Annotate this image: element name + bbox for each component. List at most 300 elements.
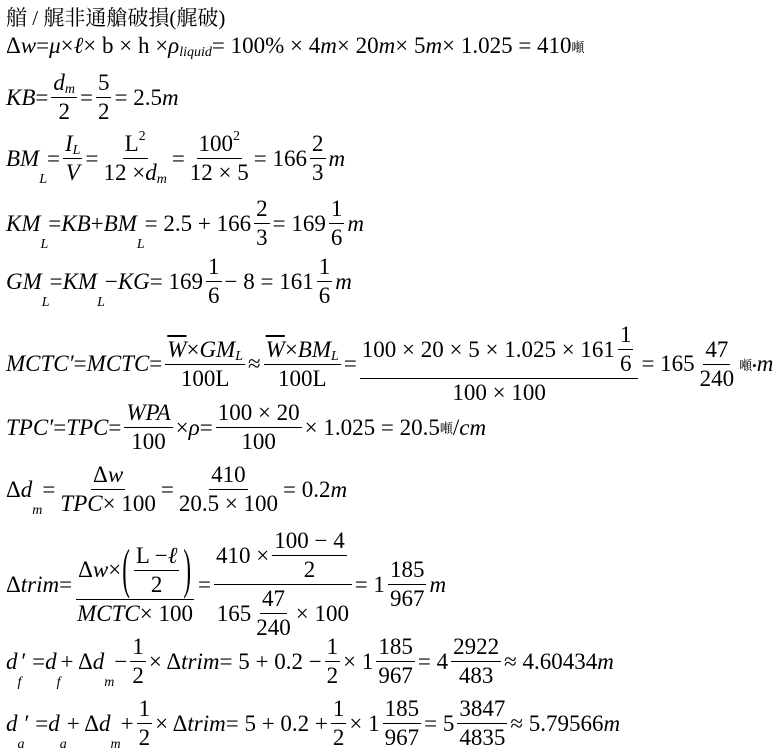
equation-gml [6, 254, 352, 309]
math-text: 2 [303, 557, 316, 582]
math-text: × b × h × [83, 33, 169, 58]
fraction-denominator [310, 159, 326, 186]
math-text: / [452, 414, 460, 440]
math-text: 2 [58, 99, 70, 124]
math-text: L − [135, 542, 168, 568]
fraction-denominator [383, 724, 422, 751]
fraction [63, 131, 82, 186]
math-text: MCTC′ [6, 351, 74, 376]
math-text: BM [297, 336, 332, 362]
math-text: a [59, 737, 67, 752]
math-text: KB [61, 210, 91, 236]
math-text: 967 [378, 663, 413, 688]
subscript [137, 237, 145, 253]
fraction [360, 322, 639, 406]
math-text: = [198, 571, 211, 597]
math-text: = [149, 351, 163, 376]
math-text: ≈ 4.60434 [504, 648, 598, 674]
fraction-denominator [130, 662, 146, 689]
fraction-denominator [239, 428, 278, 455]
math-text: d [6, 648, 18, 674]
math-text: 483 [458, 663, 494, 688]
fraction-numerator [310, 131, 326, 159]
math-text: $\overline{W}$ [167, 336, 187, 362]
math-text: 2 [138, 129, 146, 144]
subscript [235, 349, 243, 365]
math-text: 185 [378, 634, 413, 659]
math-text: 2 [326, 663, 339, 688]
fraction [264, 337, 341, 392]
subscript [179, 45, 212, 61]
fraction [317, 254, 333, 309]
math-text: = [53, 414, 67, 440]
math-text: 100L [180, 365, 230, 391]
math-text: − [104, 268, 118, 294]
fraction-numerator [388, 557, 427, 585]
math-text: × [284, 336, 298, 362]
math-text: m [156, 172, 167, 187]
equation-da-prime [6, 696, 620, 751]
math-text: m [378, 33, 396, 58]
math-text: + Δ [66, 710, 100, 736]
math-text: m [110, 737, 121, 752]
math-text: × 1 [343, 648, 374, 674]
math-text: a [17, 737, 25, 752]
superscript [233, 129, 240, 145]
subscript [157, 172, 167, 188]
fraction [325, 634, 341, 689]
math-text: TPC [66, 414, 109, 440]
math-text: 100 × 20 × 5 × 1.025 × 161 [361, 336, 615, 362]
subscript [331, 349, 339, 365]
subscript [60, 737, 67, 753]
math-text: 1 [138, 696, 151, 721]
math-text: L [235, 348, 244, 364]
equation-kb [6, 70, 179, 125]
math-text: cm [459, 414, 487, 440]
subscript [39, 172, 47, 188]
math-text: = [160, 476, 174, 502]
fraction-numerator [329, 196, 345, 224]
math-text: L [39, 172, 48, 187]
fraction [101, 131, 168, 186]
fraction-numerator [137, 696, 153, 724]
fraction-denominator [254, 224, 270, 251]
math-text: m [335, 268, 352, 294]
math-text: 20.5 × 100 [178, 491, 279, 516]
fraction-denominator [302, 556, 318, 583]
equation-delta-dm [6, 462, 347, 517]
math-text: ρ [168, 33, 180, 58]
fraction-numerator [260, 586, 287, 614]
math-text: KG [117, 268, 150, 294]
math-text: 1 [619, 322, 632, 347]
math-text: BM [103, 210, 137, 236]
math-text: 2 [138, 725, 151, 750]
fraction [130, 634, 146, 689]
math-text: = 169 [149, 268, 204, 294]
math-text: TPC′ [6, 414, 54, 440]
math-text: 5 [97, 70, 110, 95]
math-text: d [6, 710, 18, 736]
fraction-denominator [179, 365, 232, 392]
math-text: KM [62, 268, 98, 294]
equation-mctc [6, 322, 773, 406]
math-text: 2 [332, 725, 345, 750]
fraction-denominator [317, 282, 333, 309]
fraction [457, 696, 507, 751]
math-text: × 100 [102, 491, 156, 516]
fraction-numerator [209, 462, 248, 490]
equation-delta-trim [6, 528, 446, 641]
math-text: WPA [126, 400, 171, 425]
math-text: × [108, 557, 122, 582]
fraction-numerator [130, 634, 146, 662]
fraction [310, 131, 326, 186]
math-text: 6 [318, 283, 331, 308]
fraction [376, 634, 415, 689]
subscript [111, 737, 121, 753]
math-text: = 2.5 + 166 [144, 210, 252, 236]
math-text: = 4 [417, 648, 449, 674]
fraction-denominator [618, 350, 634, 377]
superscript [139, 129, 146, 145]
math-text: 100 [241, 429, 276, 454]
fraction-denominator [329, 224, 345, 251]
fraction [451, 634, 501, 689]
fraction [58, 462, 157, 517]
equation-df-prime [6, 634, 614, 689]
math-text: − [114, 648, 128, 674]
math-text: I [65, 131, 73, 156]
math-text: = [36, 33, 50, 58]
fraction-numerator [376, 634, 415, 662]
right-paren: ) [183, 538, 192, 599]
math-text: 噸 [571, 39, 585, 55]
math-text: μ [49, 33, 61, 58]
math-text: × 5 [395, 33, 426, 58]
fraction [331, 696, 347, 751]
math-text: 100 − 4 [274, 528, 345, 553]
math-text: 240 [699, 365, 735, 391]
math-text: 165 [216, 600, 252, 626]
math-text: L [331, 348, 339, 364]
fraction-denominator [56, 98, 72, 125]
fraction [75, 538, 195, 627]
math-text: ρ [188, 414, 200, 440]
math-text: × [175, 414, 189, 440]
math-text: KM [6, 210, 41, 236]
math-text: × 1.025 = 20.5 [304, 414, 440, 440]
overlined-symbol [266, 337, 285, 363]
fraction [124, 400, 172, 455]
math-text: = 166 [253, 145, 308, 171]
math-text: × Δ [148, 648, 182, 674]
math-text: 2 [256, 196, 268, 221]
fraction-denominator [457, 662, 496, 689]
fraction [165, 337, 245, 392]
math-text: m [328, 145, 346, 171]
fraction-numerator [254, 196, 270, 224]
math-text: 1 [208, 254, 220, 279]
math-text: ′ = [21, 648, 46, 674]
math-text: 967 [384, 725, 420, 750]
math-text: = 5 [424, 710, 455, 736]
math-text: Δ [6, 33, 21, 58]
fraction-denominator [276, 365, 329, 392]
fraction [383, 696, 422, 751]
fraction-denominator [188, 159, 251, 186]
math-text: × Δ [155, 710, 188, 736]
math-text: = 5 + 0.2 − [219, 648, 322, 674]
math-text: = 169 [272, 210, 326, 236]
math-text: ℓ [167, 542, 178, 568]
fraction-numerator [76, 538, 194, 600]
math-text: 100 × 100 [452, 380, 546, 405]
fraction-denominator [215, 585, 351, 641]
math-text: ′ = [24, 710, 49, 736]
math-text: Δ [93, 462, 108, 487]
fraction [51, 70, 77, 125]
math-text: 6 [619, 351, 632, 376]
math-text: = [48, 210, 62, 236]
math-text: m [64, 82, 75, 97]
fraction-numerator [264, 337, 341, 365]
fraction-numerator [451, 634, 501, 662]
fraction-denominator [137, 724, 153, 751]
math-text: d [48, 710, 60, 736]
math-text: f [56, 675, 61, 690]
math-text: 噸 [439, 421, 453, 436]
fraction [618, 322, 634, 377]
math-text: × [186, 336, 200, 362]
fraction [329, 196, 345, 251]
subscript [41, 237, 49, 253]
overlined-symbol [167, 337, 186, 363]
math-text: m [330, 476, 348, 502]
math-text: 47 [705, 336, 729, 362]
math-text: KB [6, 84, 36, 110]
math-text: d [45, 648, 57, 674]
math-text: 3 [256, 225, 268, 250]
math-text: = 100% × 4 [211, 33, 321, 58]
math-text: 1 [132, 634, 144, 659]
math-text: 185 [389, 557, 425, 582]
math-text: = [47, 145, 60, 171]
fraction-numerator [331, 696, 347, 724]
fraction-denominator [75, 600, 195, 627]
math-text: = [59, 571, 73, 597]
math-text: 2 [233, 129, 241, 144]
math-text: 100 × 20 [217, 400, 300, 425]
math-text: 100 [198, 131, 234, 156]
fraction-denominator [129, 428, 168, 455]
math-text: 12 × 5 [189, 160, 249, 185]
math-text: L [97, 295, 105, 310]
math-text: L [40, 237, 49, 252]
fraction-numerator [360, 322, 639, 379]
math-text: = 165 [641, 351, 695, 376]
equation-kml [6, 196, 364, 251]
math-text: = 5 + 0.2 + [225, 710, 328, 736]
equation-tpc [6, 400, 486, 455]
math-text: m [347, 210, 364, 236]
fraction-denominator [331, 724, 347, 751]
math-text: trim [187, 710, 226, 736]
math-text: L [136, 237, 145, 252]
fraction-numerator [383, 696, 422, 724]
equation-delta-w [6, 33, 585, 59]
fraction [254, 196, 270, 251]
math-text: 967 [389, 586, 425, 611]
math-text: GM [199, 336, 236, 362]
math-text: trim [20, 571, 60, 597]
fraction-denominator [206, 282, 222, 309]
math-text: L [124, 131, 139, 156]
math-text: V [65, 160, 80, 185]
math-text: TPC [60, 491, 103, 516]
math-text: m [597, 648, 614, 674]
subscript [73, 143, 81, 159]
math-text: m [603, 710, 621, 736]
fraction [272, 528, 346, 583]
equation-bml [6, 131, 345, 186]
math-text: w [107, 462, 124, 487]
fraction-numerator [703, 337, 730, 365]
fraction [254, 586, 293, 641]
math-text: × 20 [336, 33, 379, 58]
fraction-numerator [91, 462, 125, 490]
math-text: MCTC [86, 351, 150, 376]
subscript [18, 737, 25, 753]
math-text: ≈ [248, 351, 261, 376]
math-text: m [429, 571, 447, 597]
math-text: GM [6, 268, 42, 294]
math-text: m [104, 675, 115, 690]
math-text: = 0.2 [283, 476, 331, 502]
math-text: BM [6, 145, 40, 171]
math-text: = 2.5 [114, 84, 162, 110]
math-text: + [120, 710, 134, 736]
fraction [188, 131, 251, 186]
subscript [32, 503, 42, 519]
math-text: 100 [131, 429, 166, 454]
fraction [134, 543, 180, 598]
fraction-numerator [317, 254, 333, 282]
section-title: 艏 / 艉非通艙破損(艉破) [6, 6, 226, 30]
math-text: Δ [78, 557, 93, 582]
fraction-numerator [134, 543, 180, 571]
fraction [96, 70, 112, 125]
fraction-numerator [457, 696, 507, 724]
math-text: 2 [132, 663, 144, 688]
math-text: w [92, 557, 109, 582]
fraction-numerator [216, 400, 302, 428]
math-text: − 8 = 161 [224, 268, 314, 294]
math-text: 100L [277, 365, 327, 391]
math-text: = [171, 145, 185, 171]
math-text: 4835 [459, 725, 506, 750]
math-text: w [20, 33, 37, 58]
math-text: 3 [312, 160, 324, 185]
fraction-denominator [457, 724, 507, 751]
fraction [206, 254, 222, 309]
fraction [388, 557, 427, 612]
fraction [698, 337, 737, 392]
math-text: 12 × [103, 160, 146, 185]
math-text: m [32, 503, 43, 518]
math-text: f [17, 675, 22, 690]
math-text: = [73, 351, 87, 376]
math-text: 185 [384, 696, 420, 721]
fraction-denominator [325, 662, 341, 689]
math-text: d [53, 70, 65, 95]
math-text: + Δ [60, 648, 93, 674]
fraction-numerator [197, 131, 243, 159]
fraction-denominator [58, 490, 157, 517]
math-text: 1 [330, 196, 343, 221]
subscript [104, 675, 114, 691]
math-text: 6 [330, 225, 343, 250]
math-text: × 1.025 = 410 [442, 33, 572, 58]
fraction-numerator [214, 528, 352, 585]
fraction [137, 696, 153, 751]
math-text: trim [181, 648, 220, 674]
fraction-numerator [272, 528, 346, 556]
subscript [57, 675, 61, 691]
math-text: d [92, 648, 105, 674]
math-text: m [425, 33, 443, 58]
fraction-denominator [149, 571, 165, 598]
subscript [65, 82, 75, 98]
math-text: 47 [261, 586, 285, 611]
fraction-denominator [101, 159, 168, 186]
math-text: 240 [256, 615, 291, 640]
math-text: d [99, 710, 111, 736]
math-text: ℓ [73, 33, 84, 58]
math-text: d [145, 160, 157, 185]
math-text: 1 [326, 634, 339, 659]
fraction-denominator [96, 98, 112, 125]
math-text: = [42, 476, 56, 502]
math-text: 410 [211, 462, 246, 487]
math-text: 噸• [739, 357, 757, 373]
fraction [177, 462, 280, 517]
math-text: Δ [6, 476, 21, 502]
math-text: 410 × [215, 542, 270, 568]
math-text: 2 [97, 99, 110, 124]
fraction-numerator [325, 634, 341, 662]
fraction-denominator [388, 585, 427, 612]
math-text: = [35, 84, 49, 110]
fraction-numerator [63, 131, 82, 159]
math-text: = [199, 414, 213, 440]
math-text: 2 [312, 131, 324, 156]
fraction-numerator [124, 400, 172, 428]
math-text: 1 [318, 254, 331, 279]
fraction [216, 400, 302, 455]
fraction-numerator [165, 337, 245, 365]
math-text: 1 [332, 696, 345, 721]
math-text: L [41, 295, 50, 310]
math-text: liquid [179, 45, 212, 60]
math-text: 6 [208, 283, 220, 308]
fraction-numerator [618, 322, 634, 350]
math-text: × 100 [295, 600, 349, 626]
left-paren: ( [122, 538, 130, 599]
math-text: 2 [150, 571, 163, 597]
subscript [97, 295, 105, 311]
